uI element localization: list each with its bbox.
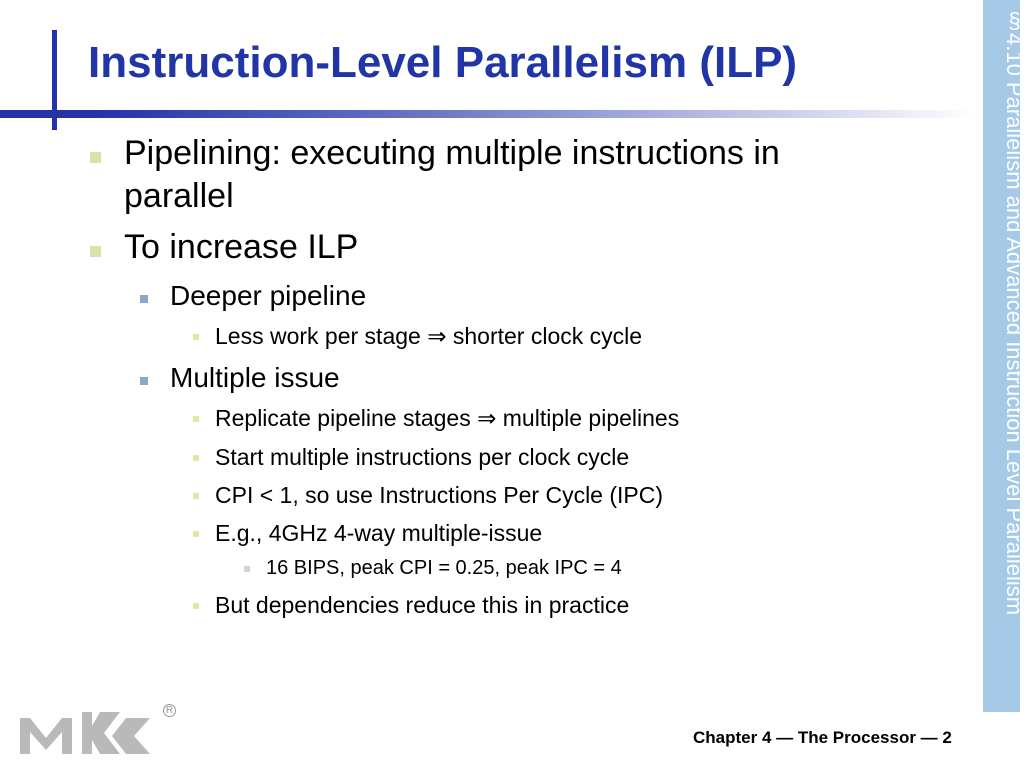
title-rule (0, 110, 975, 118)
bullet-marker (193, 416, 199, 422)
list-item: Less work per stage ⇒ shorter clock cycle (215, 323, 643, 349)
section-side-label: §4.10 Parallelism and Advanced Instruction Level Parallelism (1002, 8, 1027, 616)
bullet-marker (90, 152, 101, 163)
list-item: Start multiple instructions per clock cycle (215, 444, 630, 470)
registered-mark: R (163, 704, 176, 717)
list-item: Multiple issue (170, 362, 340, 393)
bullet-marker (90, 246, 101, 257)
bullet-marker (193, 493, 199, 499)
list-item: parallel (124, 177, 234, 215)
bullet-marker (193, 603, 199, 609)
list-item: 16 BIPS, peak CPI = 0.25, peak IPC = 4 (266, 557, 622, 579)
slide-title: Instruction-Level Parallelism (ILP) (88, 38, 798, 87)
list-item: Deeper pipeline (170, 280, 367, 311)
list-item: But dependencies reduce this in practice (215, 592, 630, 618)
bullet-marker (140, 377, 148, 385)
slide-footer: Chapter 4 — The Processor — 2 (693, 728, 952, 747)
mk-logo-mark (20, 708, 162, 756)
bullet-marker (140, 295, 148, 303)
list-item: To increase ILP (124, 228, 359, 266)
bullet-marker (193, 334, 199, 340)
list-item: CPI < 1, so use Instructions Per Cycle (IPC) (215, 482, 664, 508)
bullet-marker (244, 566, 250, 572)
bullet-marker (193, 455, 199, 461)
list-item: Replicate pipeline stages ⇒ multiple pipelines (215, 405, 680, 431)
list-item: Pipelining: executing multiple instructions in (124, 134, 780, 172)
bullet-marker (193, 531, 199, 537)
mk-logo (20, 708, 162, 761)
list-item: E.g., 4GHz 4-way multiple-issue (215, 520, 543, 546)
